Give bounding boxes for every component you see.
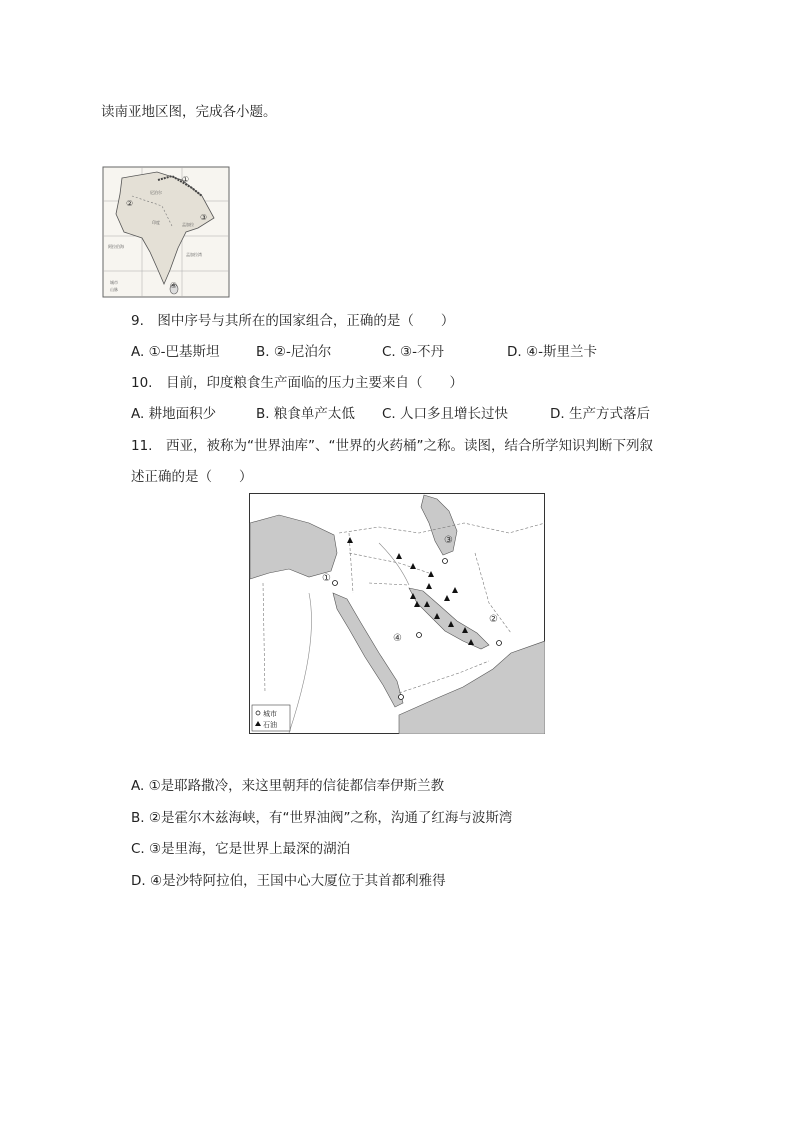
map2-label-2: ② — [489, 614, 498, 625]
q11-stem-line1: 11. 西亚，被称为“世界油库”、“世界的火药桶”之称。读图，结合所学知识判断下列叙 — [131, 438, 653, 454]
q9-option-b: B. ②-尼泊尔 — [256, 344, 332, 360]
map2-legend-oil: 石油 — [263, 721, 277, 729]
intro-text: 读南亚地区图，完成各小题。 — [101, 104, 277, 120]
map1-text-bangladesh: 孟加拉 — [182, 222, 194, 227]
map1-text-arabian-sea: 阿拉伯海 — [108, 244, 124, 249]
q11-option-c: C. ③是里海，它是世界上最深的湖泊 — [131, 841, 351, 857]
q10-option-b: B. 粮食单产太低 — [256, 406, 355, 422]
q11-option-d: D. ④是沙特阿拉伯，王国中心大厦位于其首都利雅得 — [131, 873, 446, 889]
map1-label-2: ② — [126, 199, 134, 208]
q11-option-a: A. ①是耶路撒冷，来这里朝拜的信徒都信奉伊斯兰教 — [131, 778, 445, 794]
q11-stem-line2: 述正确的是（ ） — [131, 469, 253, 485]
q9-stem: 9. 图中序号与其所在的国家组合，正确的是（ ） — [131, 313, 455, 329]
map2-label-4: ④ — [393, 633, 402, 644]
map1-label-3: ③ — [200, 213, 208, 222]
q11-option-b: B. ②是霍尔木兹海峡，有“世界油阀”之称，沟通了红海与波斯湾 — [131, 810, 513, 826]
q10-option-a: A. 耕地面积少 — [131, 406, 217, 422]
q9-option-c: C. ③-不丹 — [382, 344, 444, 360]
map1-legend-mountain: 山脉 — [110, 287, 118, 292]
map1-label-4: ④ — [170, 281, 178, 290]
map1-text-india: 印度 — [152, 220, 160, 225]
map2-legend-city: 城市 — [263, 710, 277, 718]
q10-option-c: C. 人口多且增长过快 — [382, 406, 509, 422]
map1-text-nepal: 尼泊尔 — [150, 190, 162, 195]
south-asia-map — [102, 166, 230, 298]
map2-label-1: ① — [322, 573, 331, 584]
map1-label-1: ① — [182, 175, 190, 184]
q9-option-d: D. ④-斯里兰卡 — [507, 344, 597, 360]
q10-option-d: D. 生产方式落后 — [550, 406, 650, 422]
map1-text-bay-of-bengal: 孟加拉湾 — [186, 252, 202, 257]
q10-stem: 10. 目前，印度粮食生产面临的压力主要来自（ ） — [131, 375, 463, 391]
west-asia-map — [249, 493, 545, 734]
map1-legend-city: 城市 — [110, 280, 118, 285]
q9-option-a: A. ①-巴基斯坦 — [131, 344, 220, 360]
map2-label-3: ③ — [444, 535, 453, 546]
